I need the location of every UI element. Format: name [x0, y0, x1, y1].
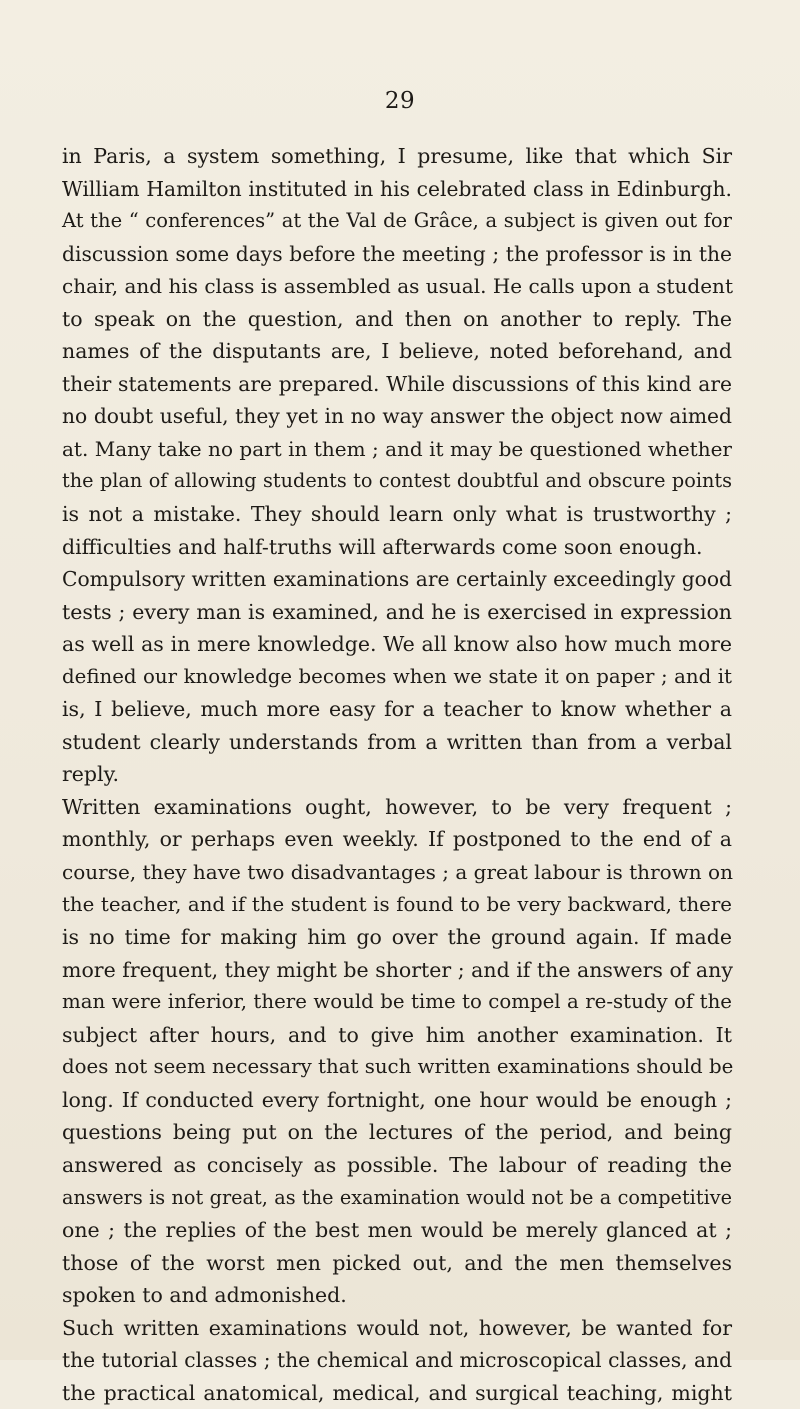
text-line-32: answered as concisely as possible. The labour of reading the — [62, 1152, 732, 1177]
text-line-3: At the “ conferences” at the Val de Grâce, a subject is given out for — [62, 209, 732, 233]
text-line-19: student clearly understands from a written than from a verbal — [62, 729, 732, 754]
text-line-9: no doubt useful, they yet in no way answer the object now aimed — [62, 404, 732, 429]
text-line-33: answers is not great, as the examination would not be a competitive — [62, 1185, 732, 1209]
text-line-7: names of the disputants are, I believe, noted beforehand, and — [62, 339, 732, 364]
text-line-30: long. If conducted every fortnight, one hour would be enough ; — [62, 1087, 732, 1112]
text-line-22: monthly, or perhaps even weekly. If postponed to the end of a — [62, 827, 732, 852]
text-line-39: the practical anatomical, medical, and surgical teaching, might — [62, 1380, 732, 1405]
text-line-17: defined our knowledge becomes when we state it on paper ; and it — [62, 664, 732, 688]
text-line-1: in Paris, a system something, I presume, like that which Sir — [62, 144, 732, 168]
text-line-2: William Hamilton instituted in his celebrated class in Edinburgh. — [62, 176, 732, 201]
text-line-15: tests ; every man is examined, and he is exercised in expression — [62, 599, 732, 624]
text-line-20: reply. — [62, 762, 119, 787]
page-number: 29 — [384, 88, 416, 114]
text-line-27: man were inferior, there would be time to compel a re-study of the — [62, 990, 732, 1014]
text-line-18: is, I believe, much more easy for a teacher to know whether a — [62, 697, 732, 722]
text-line-14: Compulsory written examinations are certainly exceedingly good — [62, 567, 732, 592]
body-text — [62, 140, 732, 1409]
text-line-23: course, they have two disadvantages ; a great labour is thrown on — [62, 860, 733, 885]
text-line-12: is not a mistake. They should learn only what is trustworthy ; — [62, 502, 732, 527]
text-line-6: to speak on the question, and then on another to reply. The — [62, 306, 732, 331]
text-line-24: the teacher, and if the student is found to be very backward, there — [62, 892, 732, 916]
text-line-13: difficulties and half-truths will afterwards come soon enough. — [62, 534, 703, 559]
text-line-34: one ; the replies of the best men would be merely glanced at ; — [62, 1218, 732, 1243]
text-line-5: chair, and his class is assembled as usual. He calls upon a student — [62, 274, 733, 299]
text-line-28: subject after hours, and to give him another examination. It — [62, 1022, 732, 1047]
text-line-4: discussion some days before the meeting ; the professor is in the — [62, 241, 732, 266]
text-line-35: those of the worst men picked out, and the men themselves — [62, 1250, 732, 1275]
text-line-16: as well as in mere knowledge. We all know also how much more — [62, 632, 732, 657]
text-line-26: more frequent, they might be shorter ; and if the answers of any — [62, 957, 733, 982]
text-line-10: at. Many take no part in them ; and it may be questioned whether — [62, 436, 732, 461]
text-line-38: the tutorial classes ; the chemical and microscopical classes, and — [62, 1348, 733, 1373]
text-line-11: the plan of allowing students to contest doubtful and obscure points — [62, 469, 732, 493]
text-line-8: their statements are prepared. While discussions of this kind are — [62, 371, 732, 396]
text-line-25: is no time for making him go over the ground again. If made — [62, 925, 732, 950]
text-line-29: does not seem necessary that such written examinations should be — [62, 1055, 734, 1079]
text-line-21: Written examinations ought, however, to be very frequent ; — [62, 794, 732, 819]
text-line-36: spoken to and admonished. — [62, 1283, 347, 1308]
text-line-31: questions being put on the lectures of the period, and being — [62, 1120, 732, 1145]
text-line-37: Such written examinations would not, however, be wanted for — [62, 1315, 732, 1340]
